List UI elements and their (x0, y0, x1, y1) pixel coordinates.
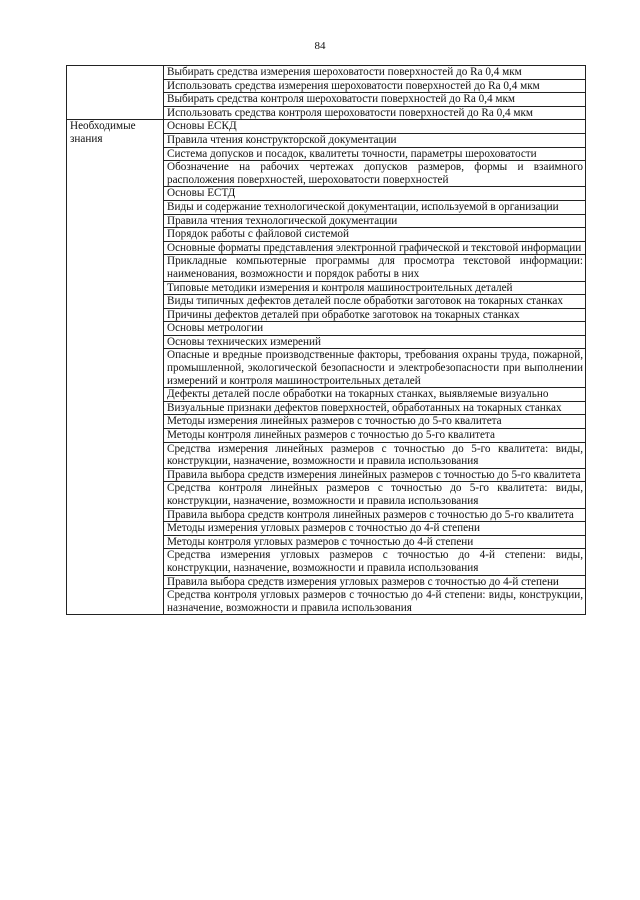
table-cell-description: Правила выбора средств контроля линейных размеров с точностью до 5-го квалитета (164, 508, 586, 522)
table-cell-description: Правила выбора средств измерения угловых размеров с точностью до 4-й степени (164, 575, 586, 589)
table-cell-description: Средства контроля угловых размеров с точностью до 4-й степени: виды, конструкции, назначение, возможности и правила использования (164, 589, 586, 615)
skills-row (67, 66, 586, 80)
table-cell-description: Выбирать средства измерения шероховатости поверхностей до Ra 0,4 мкм (164, 66, 586, 80)
table-cell-description: Использовать средства контроля шероховатости поверхностей до Ra 0,4 мкм (164, 106, 586, 120)
table-cell-description: Основы технических измерений (164, 335, 586, 349)
competency-table (66, 65, 586, 615)
table-cell-description: Правила чтения технологической документации (164, 214, 586, 228)
table-cell-description: Средства измерения линейных размеров с точностью до 5-го квалитета: виды, конструкции, назначение, возможности и правила использования (164, 442, 586, 468)
section-label: Необходимые знания (67, 120, 164, 615)
table-cell-description: Визуальные признаки дефектов поверхностей, обработанных на токарных станках (164, 401, 586, 415)
table-cell-description: Основы ЕСКД (164, 120, 586, 134)
table-cell-description: Виды типичных дефектов деталей после обработки заготовок на токарных станках (164, 295, 586, 309)
table-cell-description: Правила чтения конструкторской документации (164, 133, 586, 147)
table-cell-description: Методы измерения линейных размеров с точностью до 5-го квалитета (164, 415, 586, 429)
table-cell-description: Система допусков и посадок, квалитеты точности, параметры шероховатости (164, 147, 586, 161)
page-number: 84 (314, 40, 326, 52)
table-cell-description: Методы контроля линейных размеров с точностью до 5-го квалитета (164, 429, 586, 443)
table-cell-description: Использовать средства измерения шероховатости поверхностей до Ra 0,4 мкм (164, 79, 586, 93)
table-cell-description: Основы ЕСТД (164, 187, 586, 201)
table-cell-description: Методы измерения угловых размеров с точностью до 4-й степени (164, 522, 586, 536)
table-cell-description: Причины дефектов деталей при обработке заготовок на токарных станках (164, 308, 586, 322)
table-cell-description: Правила выбора средств измерения линейных размеров с точностью до 5-го квалитета (164, 468, 586, 482)
table-cell-description: Опасные и вредные производственные факторы, требования охраны труда, пожарной, промышленной, экологической безопасности и электробезопасности при выполнении измерений и контроля машиностроительных деталей (164, 349, 586, 388)
table-cell-description: Основные форматы представления электронной графической и текстовой информации (164, 241, 586, 255)
table-cell-description: Виды и содержание технологической документации, используемой в организации (164, 200, 586, 214)
competency-table-body (67, 66, 586, 615)
table-cell-description: Средства контроля линейных размеров с точностью до 5-го квалитета: виды, конструкции, назначение, возможности и правила использования (164, 482, 586, 508)
table-cell-description: Методы контроля угловых размеров с точностью до 4-й степени (164, 535, 586, 549)
table-cell-description: Выбирать средства контроля шероховатости поверхностей до Ra 0,4 мкм (164, 93, 586, 107)
knowledge-row (67, 120, 586, 134)
table-cell-description: Порядок работы с файловой системой (164, 228, 586, 242)
table-cell-description: Основы метрологии (164, 322, 586, 336)
table-cell-description: Обозначение на рабочих чертежах допусков размеров, формы и взаимного расположения поверхностей, шероховатости поверхностей (164, 161, 586, 187)
table-cell-description: Типовые методики измерения и контроля машиностроительных деталей (164, 281, 586, 295)
table-cell-description: Дефекты деталей после обработки на токарных станках, выявляемые визуально (164, 388, 586, 402)
section-label (67, 66, 164, 120)
table-cell-description: Прикладные компьютерные программы для просмотра текстовой информации: наименования, возможности и порядок работы в них (164, 255, 586, 281)
table-cell-description: Средства измерения угловых размеров с точностью до 4-й степени: виды, конструкции, назначение, возможности и правила использования (164, 549, 586, 575)
